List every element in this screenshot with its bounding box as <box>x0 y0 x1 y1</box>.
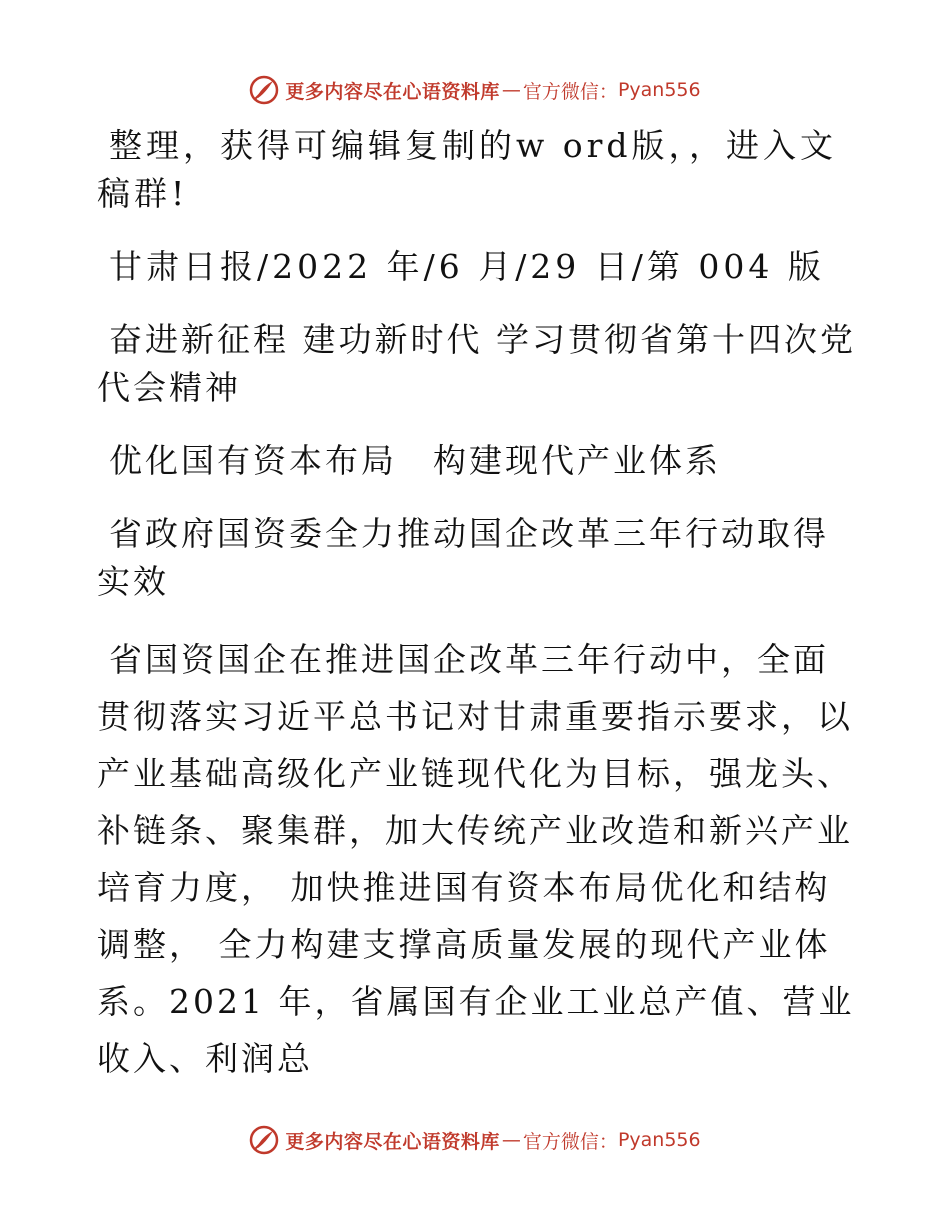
watermark-text: 更多内容尽在心语资料库 <box>285 1130 500 1153</box>
article-title: 优化国有资本布局 构建现代产业体系 <box>109 441 721 480</box>
watermark-wechat-handle: Pyan556 <box>617 1129 701 1151</box>
intro-paragraph: 整理，获得可编辑复制的w ord版，，进入文稿群! <box>97 126 838 213</box>
article-subtitle: 省政府国资委全力推动国企改革三年行动取得实效 <box>97 514 829 601</box>
document-body <box>97 122 857 1112</box>
source-line: 甘肃日报/2022 年/6 月/29 日/第 004 版 <box>109 247 825 286</box>
footer-watermark <box>0 1120 950 1160</box>
column-title: 奋进新征程 建功新时代 学习贯彻省第十四次党代会精神 <box>97 320 856 407</box>
feather-pen-logo-icon <box>249 75 279 105</box>
header-watermark <box>0 70 950 110</box>
article-body-paragraph: 省国资国企在推进国企改革三年行动中，全面贯彻落实习近平总书记对甘肃重要指示要求，以产业基础高级化产业链现代化为目标，强龙头、补链条、聚集群，加大传统产业改造和新兴产业培育力度， 加快推进国有资本布局优化和结构调整， 全力构建支撑高质量发展的现代产业体系。2021 年，省属国有企业工业总产值、营业收入、利润总 <box>97 640 855 1078</box>
watermark-wechat-label: 官方微信： <box>522 80 618 103</box>
feather-pen-logo-icon <box>249 1125 279 1155</box>
watermark-dash: — <box>501 1129 521 1151</box>
watermark-wechat-handle: Pyan556 <box>617 79 701 101</box>
watermark-wechat-label: 官方微信： <box>522 1130 618 1153</box>
watermark-dash: — <box>501 79 521 101</box>
watermark-text: 更多内容尽在心语资料库 <box>285 80 500 103</box>
